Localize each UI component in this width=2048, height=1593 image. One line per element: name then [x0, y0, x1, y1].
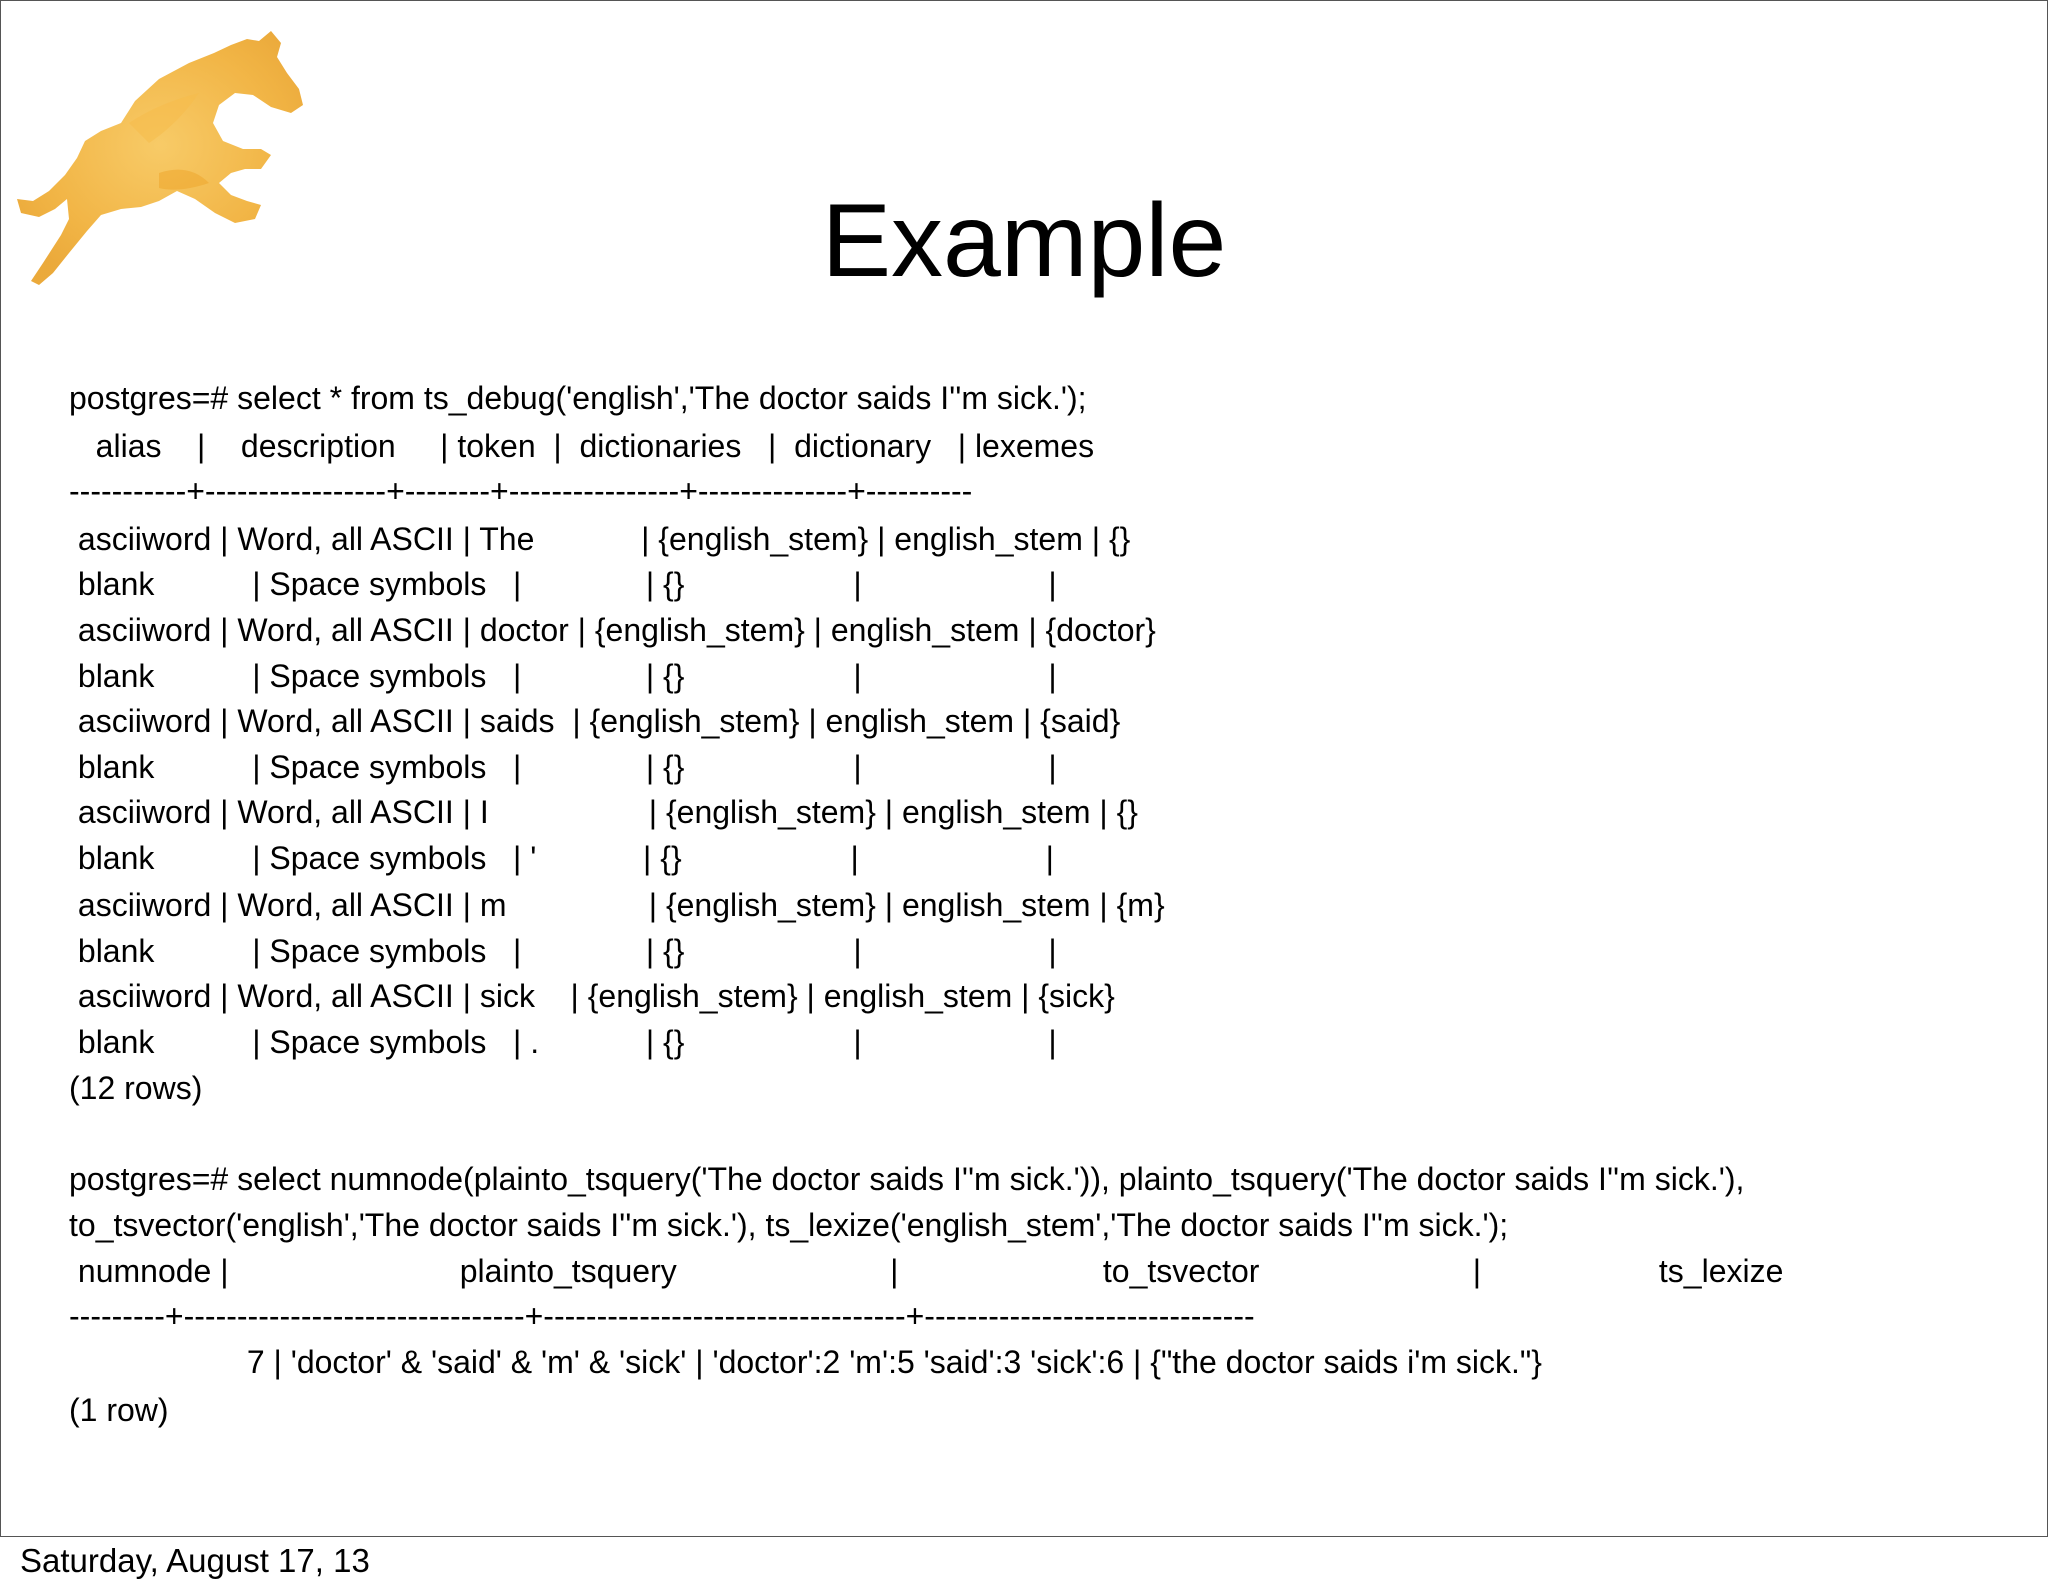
code-line: blank | Space symbols | | {} | | [69, 566, 1057, 602]
code-line: asciiword | Word, all ASCII | I | {english_stem} | english_stem | {} [69, 794, 1138, 830]
code-line: blank | Space symbols | ' | {} | | [69, 840, 1054, 876]
code-line: asciiword | Word, all ASCII | m | {english_stem} | english_stem | {m} [69, 887, 1165, 923]
slide-title: Example [821, 183, 1227, 299]
code-line: blank | Space symbols | | {} | | [69, 658, 1057, 694]
code-line: postgres=# select * from ts_debug('english','The doctor saids I''m sick.'); [69, 380, 1087, 416]
code-line: 7 | 'doctor' & 'said' & 'm' & 'sick' | 'doctor':2 'm':5 'said':3 'sick':6 | {"the doctor saids i'm sick."} [69, 1344, 1542, 1380]
code-line: blank | Space symbols | | {} | | [69, 933, 1057, 969]
code-line: asciiword | Word, all ASCII | sick | {english_stem} | english_stem | {sick} [69, 978, 1115, 1014]
code-line: ---------+--------------------------------+----------------------------------+------------------------------- [69, 1298, 1255, 1334]
code-line: alias | description | token | dictionaries | dictionary | lexemes [69, 428, 1095, 464]
code-block [1, 1, 2047, 1536]
code-line: asciiword | Word, all ASCII | doctor | {english_stem} | english_stem | {doctor} [69, 612, 1156, 648]
code-line: blank | Space symbols | | {} | | [69, 749, 1057, 785]
code-line: to_tsvector('english','The doctor saids I''m sick.'), ts_lexize('english_stem','The doctor saids I''m sick.'); [69, 1207, 1509, 1243]
code-line: postgres=# select numnode(plainto_tsquery('The doctor saids I''m sick.')), plainto_tsquery('The doctor saids I''m sick.'), [69, 1161, 1745, 1197]
code-line: blank | Space symbols | . | {} | | [69, 1024, 1057, 1060]
code-line: -----------+-----------------+--------+----------------+--------------+---------- [69, 473, 973, 509]
footer-date: Saturday, August 17, 13 [20, 1542, 370, 1579]
code-line: asciiword | Word, all ASCII | The | {english_stem} | english_stem | {} [69, 521, 1131, 557]
code-line: (12 rows) [69, 1070, 203, 1106]
code-line: asciiword | Word, all ASCII | saids | {english_stem} | english_stem | {said} [69, 703, 1121, 739]
code-line: (1 row) [69, 1392, 169, 1428]
code-line: numnode | plainto_tsquery | to_tsvector | ts_lexize [69, 1253, 1784, 1289]
